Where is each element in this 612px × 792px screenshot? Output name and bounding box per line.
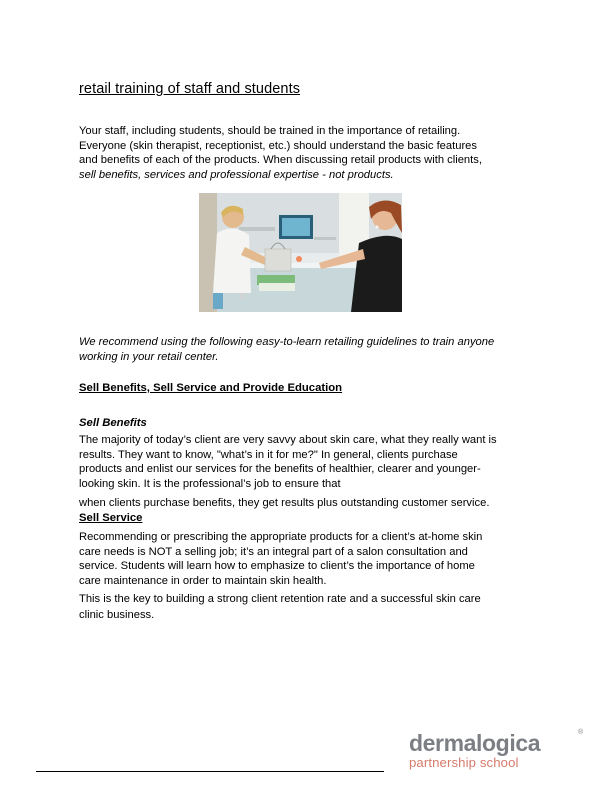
sell-service-line: care needs is NOT a selling job; it’s an integral part of a salon consultation and (79, 545, 468, 558)
footer-divider (36, 771, 384, 772)
sell-service-line: service. Students will learn how to emphasize to client’s the importance of home (79, 560, 475, 573)
sell-benefits-line: products and enlist our services for the benefits of healthier, clearer and younger- (79, 463, 481, 476)
page-title: retail training of staff and students (79, 81, 301, 97)
sell-service-closing (79, 591, 539, 623)
sell-service-heading: Sell Service (79, 512, 143, 524)
registered-mark: ® (578, 729, 584, 736)
recommend-line: working in your retail center. (79, 350, 219, 363)
sell-benefits-closing: when clients purchase benefits, they get results plus outstanding customer service. (79, 497, 490, 509)
logo-subtitle: partnership school (409, 755, 519, 770)
sell-benefits-line: results. They want to know, "what’s in it for me?" In general, clients purchase (79, 448, 458, 461)
intro-line: Everyone (skin therapist, receptionist, etc.) should understand the basic features (79, 139, 477, 152)
recommend-paragraph (79, 335, 539, 364)
sell-service-line: This is the key to building a strong client retention rate and a successful skin care (79, 593, 481, 605)
section-heading: Sell Benefits, Sell Service and Provide Education (79, 382, 343, 394)
logo-name: dermalogica (409, 730, 541, 756)
recommend-line: We recommend using the following easy-to-learn retailing guidelines to train anyone (79, 336, 495, 348)
sell-service-line: care maintenance in order to maintain skin health. (79, 574, 327, 587)
sell-benefits-line: looking skin. It is the professional’s job to ensure that (79, 477, 341, 490)
intro-line: Your staff, including students, should be trained in the importance of retailing. (79, 125, 461, 137)
sell-service-line: clinic business. (79, 609, 155, 621)
intro-line: sell benefits, services and professional expertise - not products. (79, 168, 394, 181)
intro-line: and benefits of each of the products. When discussing retail products with clients, (79, 154, 482, 167)
sell-service-paragraph (79, 530, 539, 588)
sell-benefits-line: The majority of today’s client are very savvy about skin care, what they really want is (79, 434, 497, 446)
retail-photo (199, 193, 402, 312)
dermalogica-logo (409, 731, 589, 775)
intro-paragraph (79, 124, 539, 182)
sell-benefits-paragraph (79, 433, 539, 491)
sell-service-line: Recommending or prescribing the appropriate products for a client’s at-home skin (79, 531, 483, 543)
retail-photo-illustration (199, 193, 402, 312)
sell-benefits-heading: Sell Benefits (79, 417, 147, 429)
